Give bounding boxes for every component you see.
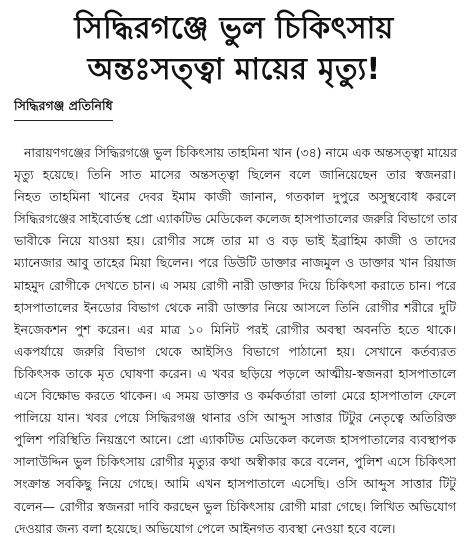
body-line: চিকিৎসক তাকে মৃত ঘোষণা করেন। এ খবর ছড়িয়ে পড়লে আত্মীয়-স্বজনরা হাসপাতালে (14, 365, 456, 381)
body-line: মৃত্যু হয়েছে। তিনি সাত মাসের অন্তসত্ত্বা ছিলেন বলে জানিয়েছেন তার স্বজনরা। (14, 167, 456, 183)
headline-line-1: সিদ্ধিরগঞ্জে ভুল চিকিৎসায় (74, 11, 394, 46)
body-line: সালাউদ্দিন ভুল চিকিৎসায় রোগীর মৃত্যুর কথা অস্বীকার করে বলেন, পুলিশ এসে চিকিৎসা (14, 454, 456, 470)
body-line: হাসপাতালের ইনডোর বিভাগ থেকে নারী ডাক্তার নিয়ে আসলে তিনি রোগীর শরীরে দুটি (14, 299, 456, 315)
body-line: নিহত তাহমিনা খানের দেবর ইমাম কাজী জানান, গতকাল দুপুরে অসুস্থবোধ করলে (14, 189, 456, 205)
body-line: বলেন— রোগীর স্বজনরা দাবি করছেন ভুল চিকিৎসায় রোগী মারা গেছে। লিখিত অভিযোগ (14, 498, 456, 514)
body-line: ইনজেকশন পুশ করেন। এর মাত্র ১০ মিনিট পরই রোগীর অবস্থা অবনতি হতে থাকে। (14, 321, 456, 337)
headline-line-2: অন্তঃসত্ত্বা মায়ের মৃত্যু! (87, 52, 381, 87)
body-line: দেওয়ার জন্য বলা হয়েছে। অভিযোগ পেলে আইনগত ব্যবস্থা নেওয়া হবে বলে। (14, 520, 396, 536)
body-line: ম্যানেজার আবু তাহের মিয়া ছিলেন। পরে ডিউটি ডাক্তার নাজমুল ও ডাক্তার খান রিয়াজ (14, 255, 456, 271)
body-line: পালিয়ে যান। খবর পেয়ে সিদ্ধিরগঞ্জ থানার ওসি আব্দুস সাত্তার টিটুর নেতৃত্বে অতিরিক্ত (14, 410, 456, 426)
body-line: সিদ্ধিরগঞ্জের সাইবোর্ডস্থ প্রো এ্যাকটিভ মেডিকেল কলেজ হাসপাতালের জরুরি বিভাগে তার (14, 211, 458, 227)
newspaper-clipping (0, 11, 468, 536)
body-line: একপর্যায়ে জরুরি বিভাগ থেকে আইসিও বিভাগে পাঠানো হয়। সেখানে কর্তব্যরত (14, 343, 456, 359)
body-line: এসে বিক্ষোভ করতে থাকেন। এ সময় ডাক্তার ও কর্মকর্তারা তালা মেরে হাসপাতাল ফেলে (14, 388, 456, 404)
body-line: পুলিশ পরিস্থিতি নিয়ন্ত্রণে আনে। প্রো এ্যাকটিভ মেডিকেল কলেজ হাসপাতালের ব্যবস্থাপক (14, 432, 456, 448)
body-line: ভাবীকে নিয়ে যাওয়া হয়। রোগীর সঙ্গে তার মা ও বড় ভাই ইব্রাহিম কাজী ও তাদের (14, 233, 456, 249)
byline: সিদ্ধিরগঞ্জ প্রতিনিধি (14, 98, 113, 121)
body-line: মাহমুদ রোগীকে দেখতে চান। এ সময় রোগী নারী ডাক্তার দিয়ে চিকিৎসা করাতে চান। পরে (14, 277, 456, 293)
article-body (14, 142, 456, 540)
body-line: সংক্রান্ত সবকিছু নিয়ে গেছে। আমি এখন হাসপাতালে এসেছি। ওসি আব্দুস সাত্তার টিটু (14, 476, 456, 492)
body-line: নারায়ণগঞ্জের সিদ্ধিরগঞ্জে ভুল চিকিৎসায় তাহমিনা খান (৩৪) নামে এক অন্তসত্ত্বা মায়ের (24, 145, 457, 160)
